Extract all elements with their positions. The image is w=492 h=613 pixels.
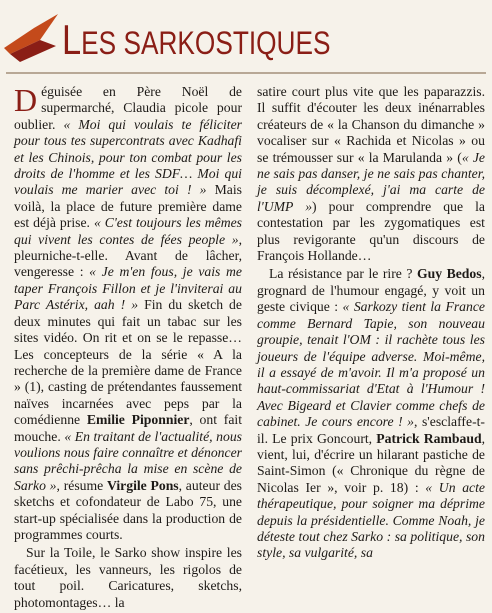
paragraph: Sur la Toile, le Sarko show inspire les facétieux, les vanneurs, les rigolos de tout poil. Caricatures, sketchs, photomontages… la [14, 545, 242, 610]
drop-cap: D [14, 82, 38, 118]
header-rule [6, 72, 486, 74]
paragraph: La résistance par le rire ? Guy Bedos, grognard de l'humour engagé, y voit un geste civique : « Sarkozy tient la France comme Bernard Tapie, son nouveau groupie, tenait l'OM : il rachète tous les joueurs de l'équipe adverse. Moi-même, il a essayé de m'avoir. Il m'a proposé un haut-commissariat d'Etat à l'Humour ! Avec Bigeard et Clavier comme chefs de cabinet. Je cours encore ! », s'esclaffe-t-il. Le prix Goncourt, Patrick Rambaud, vient, lui, d'écrire un hilarant pastiche de Saint-Simon (« Chronique du règne de Nicolas Ier », voir p. 18) : « Un acte thérapeutique, pour soigner ma déprime depuis la présidentielle. Comme Noah, je déteste tout chez Sarko : sa politique, son style, sa vulgarité, sa [257, 266, 486, 561]
article-column-2 [257, 84, 485, 564]
section-header [0, 0, 492, 76]
paragraph: satire court plus vite que les paparazzis. Il suffit d'écouter les deux inénarrables créateurs de « la Chanson du dimanche » vocaliser sur « Rachida et Nicolas » ou se trémousser sur « la Marulanda » (« Je ne sais pas danser, je ne sais pas chanter, je suis décomplexé, j'ai ma carte de l'UMP ») pour comprendre que la contestation par les zygomatiques est plus revigorante qu'un discours de François Hollande… [257, 84, 485, 264]
paragraph: Déguisée en Père Noël de supermarché, Claudia picole pour oublier. « Moi qui voulais te féliciter pour tous tes supercontrats avec Kadhafi et les Chinois, pour ton combat pour les droits de l'homme et les SDF… Moi qui voulais me marier avec toi ! » Mais voilà, la place de future première dame est déjà prise. « C'est toujours les mêmes qui vivent les contes de fées people », pleurniche-t-elle. Avant de lâcher, vengeresse : « Je m'en fous, je vais me taper François Fillon et je l'inviterai au Parc Astérix, aah ! » Fin du sketch de deux minutes qui fait un tabac sur les sites vidéo. On rit et on se le repasse… Les concepteurs de la série « A la recherche de la première dame de France » (1), casting de prétendantes faussement naïves incarnées avec peps par la comédienne Emilie Piponnier, ont fait mouche. « En traitant de l'actualité, nous voulions nous faire connaître et dénoncer sans prêchi-prêcha la mise en scène de Sarko », résume Virgile Pons, auteur des sketchs et cofondateur de Labo 75, une start-up spécialisée dans la production de programmes courts. [14, 82, 243, 542]
section-title: LES SARKOSTIQUES [62, 16, 331, 63]
article-column-1 [14, 84, 242, 613]
swoosh-logo-icon [0, 0, 64, 70]
